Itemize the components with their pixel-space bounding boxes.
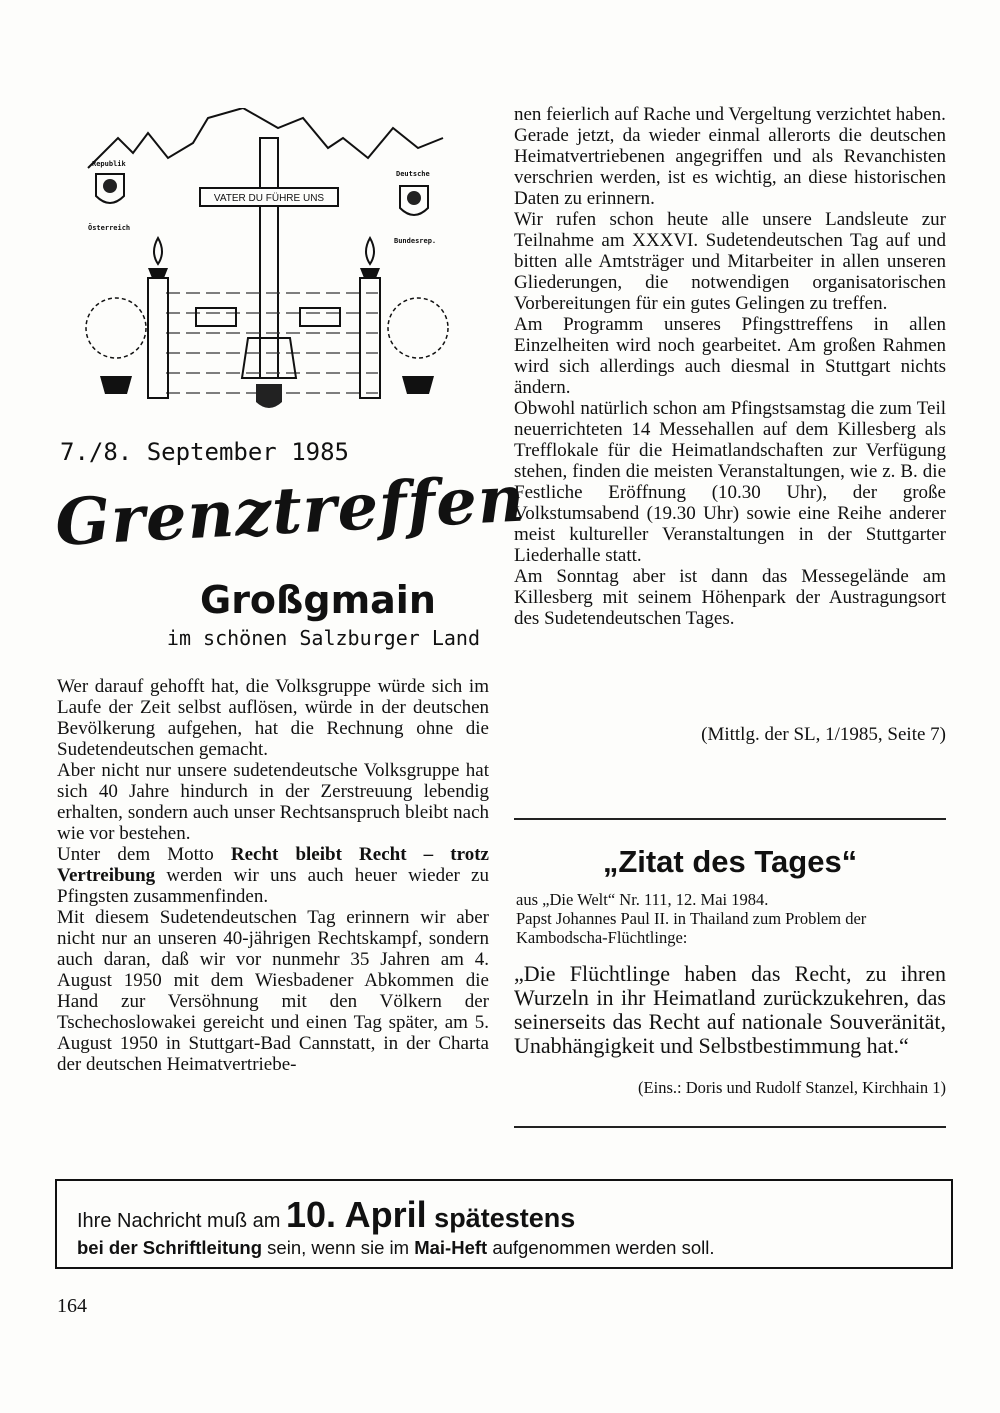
notice-line-1: [77, 1195, 575, 1241]
divider: [514, 818, 946, 820]
wall-plaque-right: [300, 308, 340, 326]
eagle-icon: [407, 191, 421, 205]
paragraph: Gerade jetzt, da wieder einmal allerorts die deutschen Heimatvertriebenen angegriffen und als Revanchisten verschrien werden, ist es wichtig, an diese historischen Daten zu erinnern.: [514, 125, 946, 209]
flame-bowl-icon: [360, 268, 380, 278]
cross-sign-text: VATER DU FÜHRE UNS: [213, 193, 325, 204]
flower-pot-icon: [402, 376, 434, 394]
border-memorial-illustration: [78, 108, 468, 428]
paragraph: Aber nicht nur unsere sudetendeutsche Volksgruppe hat sich 40 Jahre hindurch in der Zerstreuung lebendig erhalten, sondern auch unser Rechtsanspruch bleibt nach wie vor bestehen.: [57, 760, 489, 844]
bush-icon: [86, 298, 146, 358]
notice-latest: spätestens: [426, 1203, 576, 1233]
paragraph: Am Sonntag aber ist dann das Messegelände am Killesberg mit seinem Höhenpark der Austragungsort des Sudetendeutschen Tages.: [514, 566, 946, 629]
deadline-date: 10. April: [285, 1194, 427, 1235]
quote-heading: „Zitat des Tages“: [602, 844, 858, 879]
event-subtitle: im schönen Salzburger Land: [166, 626, 480, 650]
crest-icon: [256, 384, 282, 408]
flame-bowl-icon: [148, 268, 168, 278]
notice-editorial: bei der Schriftleitung: [77, 1237, 263, 1258]
memorial-drawing: [78, 108, 468, 428]
page-number: 164: [57, 1295, 87, 1317]
left-shield-label-top: Republik: [92, 160, 126, 168]
motto-intro: Unter dem Motto: [57, 844, 231, 865]
divider: [514, 1126, 946, 1128]
flame-icon: [154, 238, 162, 264]
event-place: Großgmain: [200, 578, 436, 622]
quote-context: Papst Johannes Paul II. in Thailand zum Problem der Kambodscha-Flüchtlinge:: [516, 909, 867, 947]
eagle-icon: [103, 179, 117, 193]
right-shield-label-top: Deutsche: [396, 170, 430, 178]
pillar-right: [360, 278, 380, 398]
paragraph: Wir rufen schon heute alle unsere Landsleute zur Teilnahme am XXXVI. Sudetendeutschen Tag auf und bitten alle Amtsträger und Mitarbeiter in allen unseren Gliederungen, die notwendigen organisatorischen Vorbereitungen für ein gutes Gelingen zu treffen.: [514, 209, 946, 314]
quote-text: „Die Flüchtlinge haben das Recht, zu ihren Wurzeln in ihr Heimatland zurückzukehren, das seinerseits das Recht auf nationale Souveränität, Unabhängigkeit und Selbstbestimmung hat.“: [514, 961, 946, 1058]
deadline-notice: [55, 1179, 953, 1269]
left-shield-label-bottom: Österreich: [88, 224, 131, 232]
cross-icon: [260, 138, 278, 378]
quote-credit: (Eins.: Doris und Rudolf Stanzel, Kirchhain 1): [638, 1078, 946, 1097]
paragraph: [57, 844, 489, 907]
motto-bold: Recht bleibt Recht – trotz Vertreibung: [57, 844, 489, 886]
bush-icon: [388, 298, 448, 358]
notice-line-2: [77, 1236, 714, 1260]
pillar-left: [148, 278, 168, 398]
flame-icon: [366, 238, 374, 264]
event-date: 7./8. September 1985: [60, 438, 349, 466]
quote-source: aus „Die Welt“ Nr. 111, 12. Mai 1984.: [516, 890, 769, 909]
event-title: Grenztreffen: [53, 461, 528, 562]
left-article-column: [57, 676, 489, 1075]
right-article-column: [514, 104, 946, 629]
right-shield-label-bottom: Bundesrep.: [394, 237, 437, 245]
notice-text: Ihre Nachricht muß am: [77, 1210, 286, 1232]
motto-rest: werden wir uns auch heuer wieder zu Pfingsten zusammenfinden.: [57, 865, 489, 907]
notice-issue: Mai-Heft: [414, 1237, 488, 1258]
paragraph: Am Programm unseres Pfingsttreffens in allen Einzelheiten wird noch gearbeitet. Am großen Rahmen wird sich allerdings auch diesmal in Stuttgart nichts ändern.: [514, 314, 946, 398]
article-citation: (Mittlg. der SL, 1/1985, Seite 7): [701, 724, 946, 745]
wall-plaque-left: [196, 308, 236, 326]
notice-text: aufgenommen werden soll.: [487, 1237, 715, 1258]
flower-pot-icon: [100, 376, 132, 394]
notice-text: sein, wenn sie im: [262, 1237, 415, 1258]
paragraph: Wer darauf gehofft hat, die Volksgruppe würde sich im Laufe der Zeit selbst auflösen, würde in der deutschen Bevölkerung aufgehen, hat die Rechnung ohne die Sudetendeutschen gemacht.: [57, 676, 489, 760]
paragraph: nen feierlich auf Rache und Vergeltung verzichtet haben.: [514, 104, 946, 125]
cross-base: [242, 338, 296, 378]
quote-source-block: [516, 890, 948, 947]
paragraph: Obwohl natürlich schon am Pfingstsamstag die zum Teil neuerrichteten 14 Messehallen auf dem Killesberg als Trefflokale für die Heimatlandschaften zur Verfügung stehen, finden die meisten Veranstaltungen, wie z. B. die Festliche Eröffnung (10.30 Uhr), der große Volkstumsabend (19.30 Uhr) sowie eine Reihe anderer meist kultureller Veranstaltungen in der Stuttgarter Liederhalle statt.: [514, 398, 946, 566]
paragraph: Mit diesem Sudetendeutschen Tag erinnern wir aber nicht nur an unseren 40-jährigen Rechtskampf, sondern auch daran, daß wir vor nunmehr 35 Jahren am 4. August 1950 mit dem Wiesbadener Abkommen die Hand zur Versöhnung mit den Völkern der Tschechoslowakei gereicht und einen Tag später, am 5. August 1950 in Stuttgart-Bad Cannstatt, in der Charta der deutschen Heimatvertriebe-: [57, 907, 489, 1075]
